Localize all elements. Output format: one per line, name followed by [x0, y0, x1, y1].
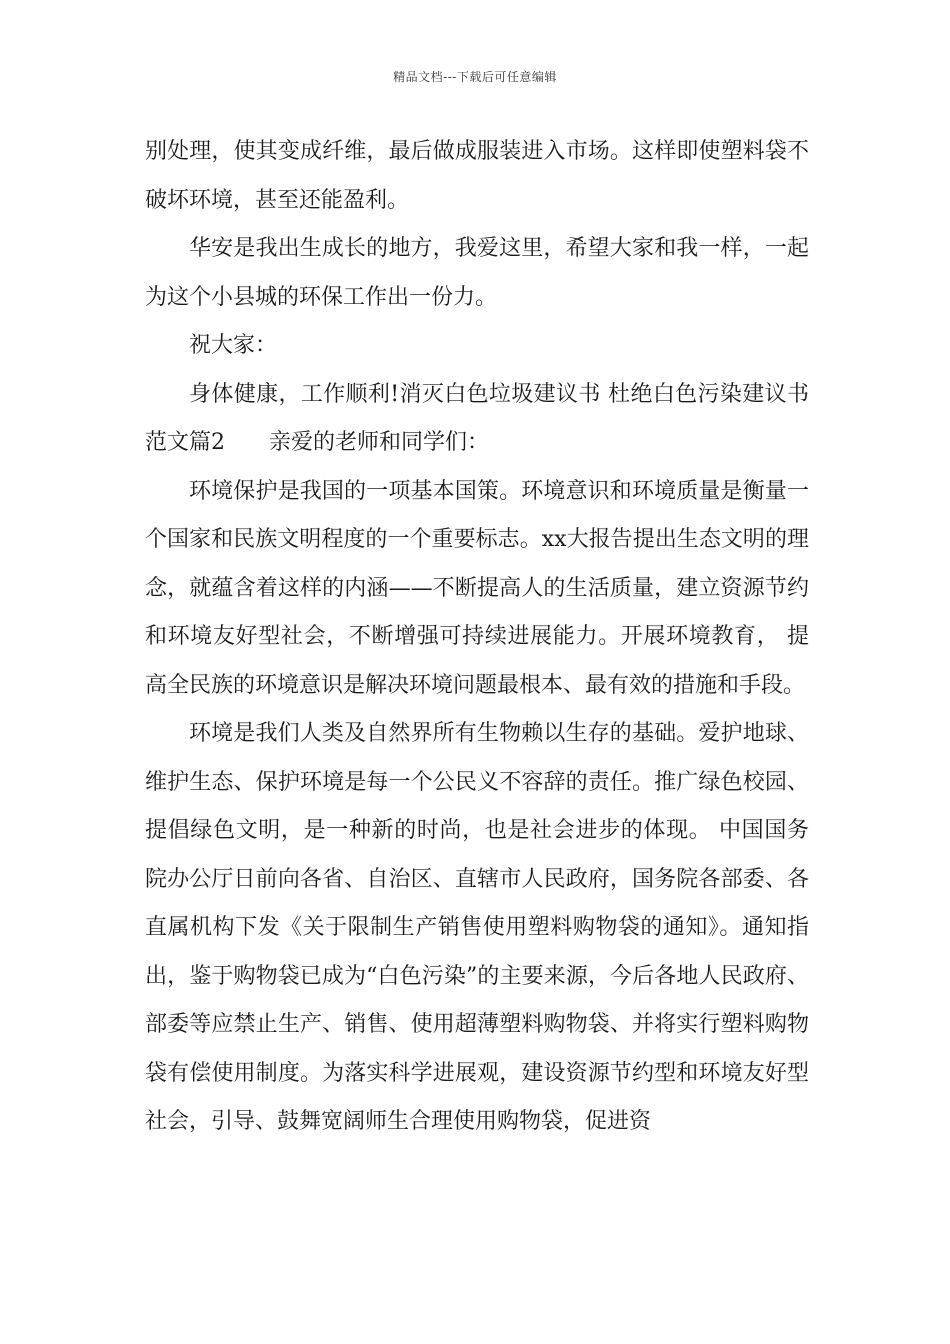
paragraph-huaan: 华安是我出生成长的地方，我爱这里，希望大家和我一样，一起为这个小县城的环保工作出一份力。 [145, 236, 809, 310]
document-body [145, 128, 809, 1147]
page-header: 精品文档---下载后可任意编辑 [393, 70, 557, 84]
paragraph-continuation: 别处理，使其变成纤维，最后做成服装进入市场。这样即使塑料袋不破坏环境，甚至还能盈利。 [145, 139, 809, 213]
paragraph-environment-basis: 环境是我们人类及自然界所有生物赖以生存的基础。爱护地球、维护生态、保护环境是每一个公民义不容辞的责任。推广绿色校园、提倡绿色文明，是一种新的时尚，也是社会进步的体现。 中国国务院办公厅日前向各省、自治区、直辖市人民政府，国务院各部委、各直属机构下发《关于限制生产销售使用塑料购物袋的通知》。通知指出，鉴于购物袋已成为“白色污染”的主要来源，今后各地人民政府、部委等应禁止生产、销售、使用超薄塑料购物袋、并将实行塑料购物袋有偿使用制度。为落实科学进展观，建设资源节约型和环境友好型社会，引导、鼓舞宽阔师生合理使用购物袋，促进资 [145, 721, 809, 1134]
paragraph-greeting: 祝大家： [189, 333, 278, 358]
paragraph-environment-policy: 环境保护是我国的一项基本国策。环境意识和环境质量是衡量一个国家和民族文明程度的一个重要标志。xx大报告提出生态文明的理念，就蕴含着这样的内涵——不断提高人的生活质量，建立资源节约和环境友好型社会，不断增强可持续进展能力。开展环境教育， 提高全民族的环境意识是解决环境问题最根本、最有效的措施和手段。 [145, 478, 809, 698]
paragraph-wishes-title: 身体健康，工作顺利!消灭白色垃圾建议书 杜绝白色污染建议书范文篇2 亲爱的老师和同学们： [145, 381, 809, 455]
